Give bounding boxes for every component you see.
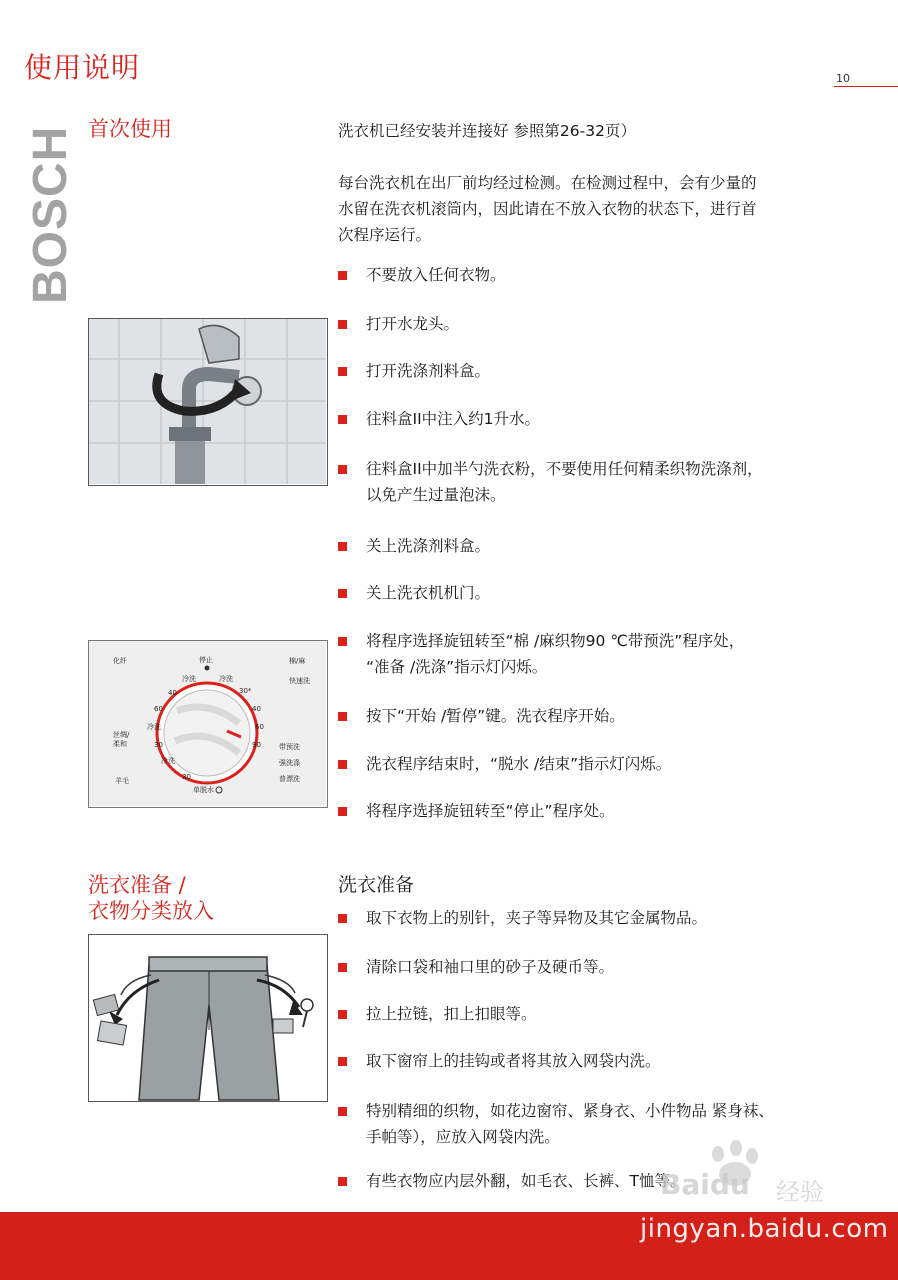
intro-paragraph-line: 每台洗衣机在出厂前均经过检测。在检测过程中，会有少量的 (338, 174, 757, 192)
dial-group-label: 棉/麻 (289, 657, 306, 665)
list-item: 取下衣物上的别针，夹子等异物及其它金属物品。 (338, 905, 858, 931)
list-item: 往料盒II中注入约1升水。 (338, 406, 858, 432)
list-item: 清除口袋和袖口里的砂子及硬币等。 (338, 954, 858, 980)
bullet-square-icon (338, 712, 347, 721)
page-title: 使用说明 (24, 51, 141, 84)
bullet-square-icon (338, 415, 347, 424)
page-number-rule (834, 86, 898, 87)
page-number: 10 (836, 72, 850, 85)
watermark-url: jingyan.baidu.com (640, 1214, 889, 1244)
bosch-logo-text: BOSCH (24, 125, 77, 304)
dial-temp: 30* (239, 687, 252, 695)
list-item: 往料盒II中加半勺洗衣粉，不要使用任何精柔织物洗涤剂， 以免产生过量泡沫。 (338, 456, 858, 508)
intro-paragraph (338, 170, 858, 248)
list-item: 按下“开始 /暂停”键。洗衣程序开始。 (338, 703, 858, 729)
dial-program-label: 带预洗 (279, 743, 300, 751)
dial-temp: 40 (252, 705, 261, 713)
watermark-sub: 经验 (776, 1178, 824, 1206)
dial-group-label: 化纤 (113, 657, 127, 665)
list-item: 打开水龙头。 (338, 311, 858, 337)
dial-label: 冷洗 (182, 675, 196, 683)
dial-temp: 90 (252, 741, 261, 749)
intro-text: 洗衣机已经安装并连接好 参照第26-32页） (338, 122, 636, 140)
dial-temp: 30 (182, 773, 191, 781)
dial-group-label: 羊毛 (115, 777, 129, 785)
dial-label: 冷洗 (219, 675, 233, 683)
list-item: 关上洗涤剂料盒。 (338, 533, 858, 559)
dial-program-label: 强洗涤 (279, 759, 300, 767)
trousers-illustration (88, 934, 328, 1102)
dial-temp: 40 (168, 689, 177, 697)
bullet-square-icon (338, 1177, 347, 1186)
program-dial-illustration (88, 640, 328, 808)
section-title-first-use: 首次使用 (88, 117, 172, 141)
bullet-square-icon (338, 1010, 347, 1019)
bullet-square-icon (338, 367, 347, 376)
dial-stop-label: 停止 (199, 656, 213, 664)
bullet-square-icon (338, 542, 347, 551)
dial-program-label: 快速洗 (289, 677, 310, 685)
dial-temp: 60 (154, 705, 163, 713)
bullet-square-icon (338, 963, 347, 972)
list-item: 特别精细的织物，如花边窗帘、紧身衣、小件物品 紧身袜、 手帕等），应放入网袋内洗。 (338, 1098, 858, 1150)
dial-temp: 冷洗 (161, 757, 175, 765)
list-item: 取下窗帘上的挂钩或者将其放入网袋内洗。 (338, 1048, 858, 1074)
subtitle-laundry-prep: 洗衣准备 (338, 874, 415, 896)
list-item: 将程序选择旋钮转至“停止”程序处。 (338, 798, 858, 824)
bullet-square-icon (338, 271, 347, 280)
bullet-square-icon (338, 589, 347, 598)
list-item: 打开洗涤剂料盒。 (338, 358, 858, 384)
bullet-square-icon (338, 807, 347, 816)
dial-temp: 30 (154, 741, 163, 749)
bosch-logo (24, 118, 77, 308)
intro-paragraph-line: 次程序运行。 (338, 226, 432, 244)
trousers-icon (89, 935, 326, 1100)
dial-spin-label: 单脱水 (193, 786, 214, 794)
bullet-square-icon (338, 637, 347, 646)
list-item: 洗衣程序结束时，“脱水 /结束”指示灯闪烁。 (338, 751, 858, 777)
section-title-laundry-prep: 洗衣准备 / 衣物分类放入 (88, 873, 214, 923)
faucet-icon (89, 319, 326, 484)
bullet-square-icon (338, 760, 347, 769)
list-item: 不要放入任何衣物。 (338, 262, 858, 288)
program-dial (89, 641, 326, 806)
dial-group-label: 丝绸/ (113, 731, 130, 739)
list-item: 关上洗衣机机门。 (338, 580, 858, 606)
bullet-square-icon (338, 320, 347, 329)
dial-temp: 冷洗 (147, 723, 161, 731)
bullet-square-icon (338, 1057, 347, 1066)
list-item: 拉上拉链，扣上扣眼等。 (338, 1001, 858, 1027)
dial-temp: 60 (255, 723, 264, 731)
watermark-brand: Baidu (660, 1168, 750, 1201)
list-item: 将程序选择旋钮转至“棉 /麻织物90 ℃带预洗”程序处， “准备 /洗涤”指示灯闪烁。 (338, 628, 858, 680)
dial-group-label: 柔和 (113, 740, 127, 748)
faucet-illustration (88, 318, 328, 486)
bullet-square-icon (338, 1107, 347, 1116)
dial-program-label: 普漂洗 (279, 775, 300, 783)
intro-paragraph-line: 水留在洗衣机滚筒内，因此请在不放入衣物的状态下，进行首 (338, 200, 757, 218)
bullet-square-icon (338, 465, 347, 474)
list-item: 有些衣物应内层外翻，如毛衣、长裤、T恤等。 (338, 1168, 858, 1194)
bullet-square-icon (338, 914, 347, 923)
